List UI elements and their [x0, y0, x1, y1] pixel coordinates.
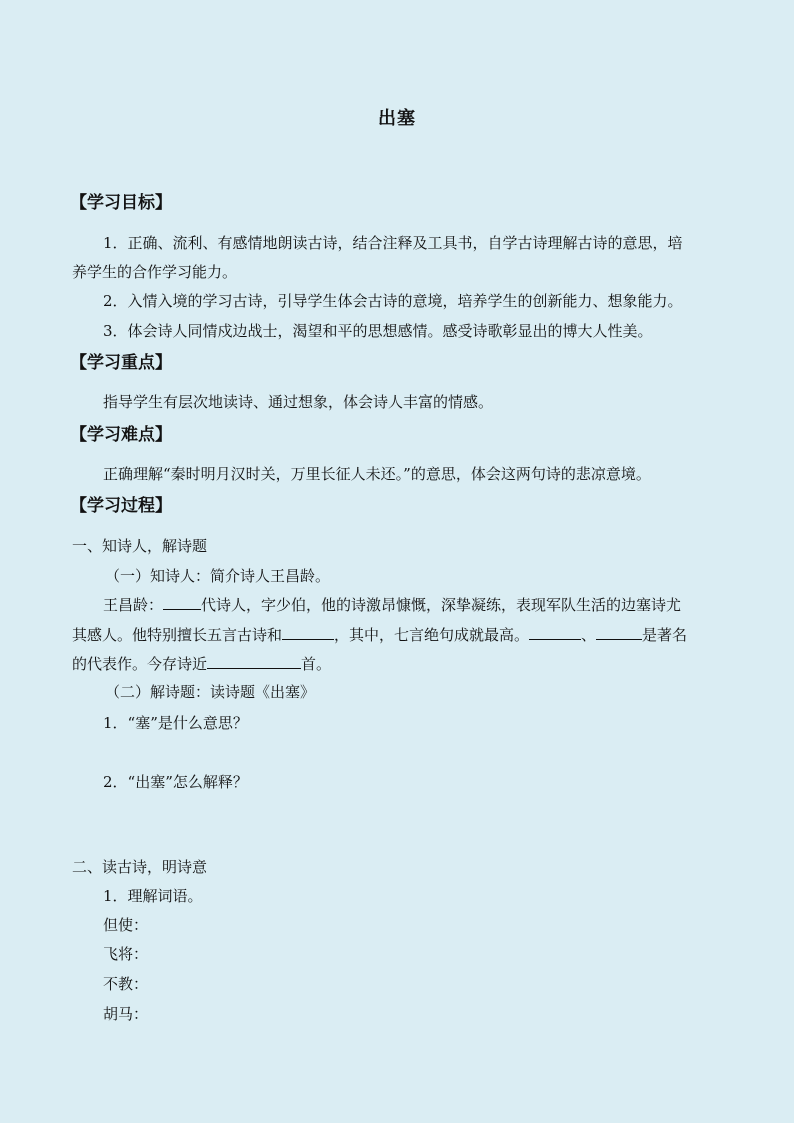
word-item: 但使： — [103, 916, 149, 934]
poem-type-blank[interactable] — [282, 624, 334, 640]
question-2: 2．“出塞”怎么解释？ — [103, 773, 248, 791]
goal-item-1-cont: 养学生的合作学习能力。 — [72, 263, 238, 281]
poet-intro-line2 — [72, 624, 687, 645]
question-1: 1．“塞”是什么意思？ — [103, 714, 248, 732]
poet-intro-line3 — [72, 653, 331, 674]
poet-intro-text1: 代诗人，字少伯，他的诗激昂慷慨，深挚凝练，表现军队生活的边塞诗尤 — [201, 596, 682, 614]
part2-sub1: 1．理解词语。 — [103, 887, 203, 905]
focus-heading: 【学习重点】 — [70, 353, 172, 373]
goal-item-3: 3．体会诗人同情戍边战士，渴望和平的思想感情。感受诗歌彰显出的博大人性美。 — [103, 322, 653, 340]
poet-intro-text2: 其感人。他特别擅长五言古诗和 — [72, 626, 283, 644]
poet-intro-line1 — [103, 594, 681, 615]
poet-intro-text5: 的代表作。今存诗近 — [72, 655, 208, 673]
word-item: 不教： — [103, 975, 149, 993]
page-title: 出塞 — [378, 108, 416, 129]
difficulty-text: 正确理解“秦时明月汉时关，万里长征人未还。”的意思，体会这两句诗的悲凉意境。 — [103, 465, 651, 483]
part2-title: 二、读古诗，明诗意 — [72, 858, 208, 876]
poem-count-blank[interactable] — [207, 653, 301, 669]
word-item: 飞将： — [103, 945, 149, 963]
poet-intro-text3: ，其中，七言绝句成就最高。 — [334, 626, 530, 644]
part1-sub1: （一）知诗人：简介诗人王昌龄。 — [105, 567, 331, 585]
poet-label: 王昌龄： — [103, 596, 164, 614]
work1-blank[interactable] — [529, 624, 581, 640]
goal-item-1: 1．正确、流利、有感情地朗读古诗，结合注释及工具书，自学古诗理解古诗的意思，培 — [103, 234, 683, 252]
dynasty-blank[interactable] — [163, 594, 201, 610]
poet-intro-text6: 首。 — [301, 655, 332, 673]
poet-intro-text4: 是著名 — [642, 626, 688, 644]
part1-sub2: （二）解诗题：读诗题《出塞》 — [105, 683, 316, 701]
work2-blank[interactable] — [596, 624, 642, 640]
process-heading: 【学习过程】 — [70, 496, 172, 516]
separator: 、 — [581, 626, 597, 644]
part1-title: 一、知诗人，解诗题 — [72, 537, 208, 555]
goal-item-2: 2．入情入境的学习古诗，引导学生体会古诗的意境，培养学生的创新能力、想象能力。 — [103, 292, 683, 310]
difficulty-heading: 【学习难点】 — [70, 425, 172, 445]
goals-heading: 【学习目标】 — [70, 193, 172, 213]
word-item: 胡马： — [103, 1005, 149, 1023]
focus-text: 指导学生有层次地读诗、通过想象，体会诗人丰富的情感。 — [103, 393, 494, 411]
